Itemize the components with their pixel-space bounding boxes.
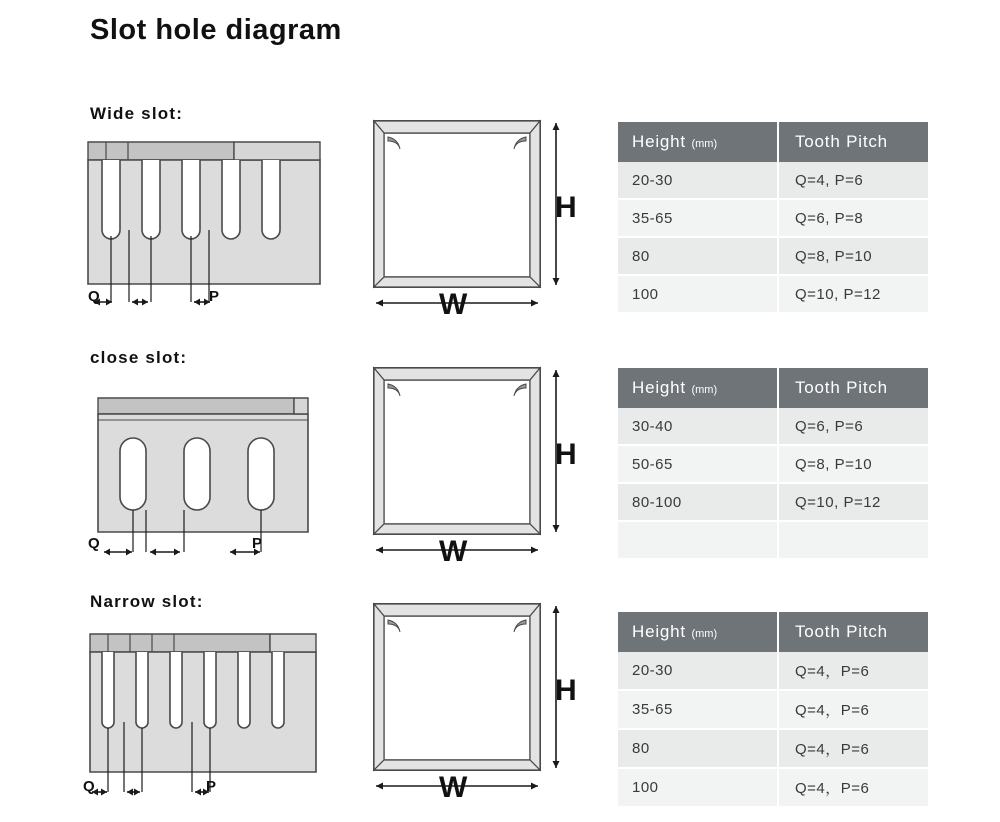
table-row bbox=[618, 729, 928, 768]
cell-height: 30-40 bbox=[618, 408, 778, 445]
table-header-row bbox=[618, 122, 928, 162]
table-row bbox=[618, 768, 928, 807]
narrow-profile-drawing bbox=[368, 598, 568, 798]
table-header-height: Height (mm) bbox=[618, 122, 778, 162]
table-row bbox=[618, 445, 928, 483]
table-header-height: Height (mm) bbox=[618, 368, 778, 408]
table-row bbox=[618, 162, 928, 199]
cell-height: 20-30 bbox=[618, 652, 778, 690]
narrow-slot-q-label: Q bbox=[83, 778, 95, 795]
table-header-row bbox=[618, 368, 928, 408]
close-slot-drawing bbox=[84, 380, 324, 570]
table-header-pitch: Tooth Pitch bbox=[778, 612, 928, 652]
close-slot-q-label: Q bbox=[88, 535, 100, 552]
cell-pitch: Q=4，P=6 bbox=[778, 652, 928, 690]
wide-height-letter: H bbox=[555, 191, 577, 224]
spec-table-narrow-slot bbox=[618, 612, 928, 808]
cell-pitch: Q=10, P=12 bbox=[778, 275, 928, 313]
cell-height: 35-65 bbox=[618, 199, 778, 237]
table-row bbox=[618, 652, 928, 690]
cell-pitch bbox=[778, 521, 928, 559]
wide-slot-p-label: P bbox=[209, 288, 220, 305]
cell-height: 80 bbox=[618, 729, 778, 768]
section-label-close-slot: close slot: bbox=[90, 348, 188, 367]
cell-height: 100 bbox=[618, 275, 778, 313]
section-label-narrow-slot: Narrow slot: bbox=[90, 592, 204, 611]
wide-slot-drawing bbox=[84, 136, 324, 326]
cell-pitch: Q=8, P=10 bbox=[778, 445, 928, 483]
cell-height: 50-65 bbox=[618, 445, 778, 483]
cell-height: 35-65 bbox=[618, 690, 778, 729]
cell-height: 20-30 bbox=[618, 162, 778, 199]
cell-height: 80-100 bbox=[618, 483, 778, 521]
table-header-height: Height (mm) bbox=[618, 612, 778, 652]
table-header-pitch: Tooth Pitch bbox=[778, 368, 928, 408]
narrow-slot-p-label: P bbox=[206, 778, 217, 795]
cell-pitch: Q=4, P=6 bbox=[778, 162, 928, 199]
cell-height: 100 bbox=[618, 768, 778, 807]
table-row bbox=[618, 483, 928, 521]
page-title: Slot hole diagram bbox=[90, 14, 342, 46]
spec-table-close-slot bbox=[618, 368, 928, 560]
table-row bbox=[618, 690, 928, 729]
wide-width-letter: W bbox=[439, 288, 468, 321]
height-unit: (mm) bbox=[691, 628, 718, 640]
close-profile-drawing bbox=[368, 362, 568, 562]
cell-height bbox=[618, 521, 778, 559]
cell-pitch: Q=4，P=6 bbox=[778, 768, 928, 807]
table-header-pitch: Tooth Pitch bbox=[778, 122, 928, 162]
close-slot-p-label: P bbox=[252, 535, 263, 552]
cell-pitch: Q=10, P=12 bbox=[778, 483, 928, 521]
spec-table-wide-slot bbox=[618, 122, 928, 314]
cell-pitch: Q=4，P=6 bbox=[778, 690, 928, 729]
wide-profile-drawing bbox=[368, 115, 568, 315]
close-height-letter: H bbox=[555, 438, 577, 471]
table-header-row bbox=[618, 612, 928, 652]
table-row-empty bbox=[618, 521, 928, 559]
section-label-wide-slot: Wide slot: bbox=[90, 104, 184, 123]
narrow-width-letter: W bbox=[439, 771, 468, 804]
narrow-slot-drawing bbox=[84, 624, 324, 814]
cell-pitch: Q=4，P=6 bbox=[778, 729, 928, 768]
close-width-letter: W bbox=[439, 535, 468, 568]
table-row bbox=[618, 275, 928, 313]
height-unit: (mm) bbox=[691, 384, 718, 396]
height-unit: (mm) bbox=[691, 138, 718, 150]
cell-pitch: Q=6, P=8 bbox=[778, 199, 928, 237]
narrow-height-letter: H bbox=[555, 674, 577, 707]
cell-pitch: Q=8, P=10 bbox=[778, 237, 928, 275]
cell-height: 80 bbox=[618, 237, 778, 275]
table-row bbox=[618, 237, 928, 275]
cell-pitch: Q=6, P=6 bbox=[778, 408, 928, 445]
table-row bbox=[618, 408, 928, 445]
wide-slot-q-label: Q bbox=[88, 288, 100, 305]
table-row bbox=[618, 199, 928, 237]
